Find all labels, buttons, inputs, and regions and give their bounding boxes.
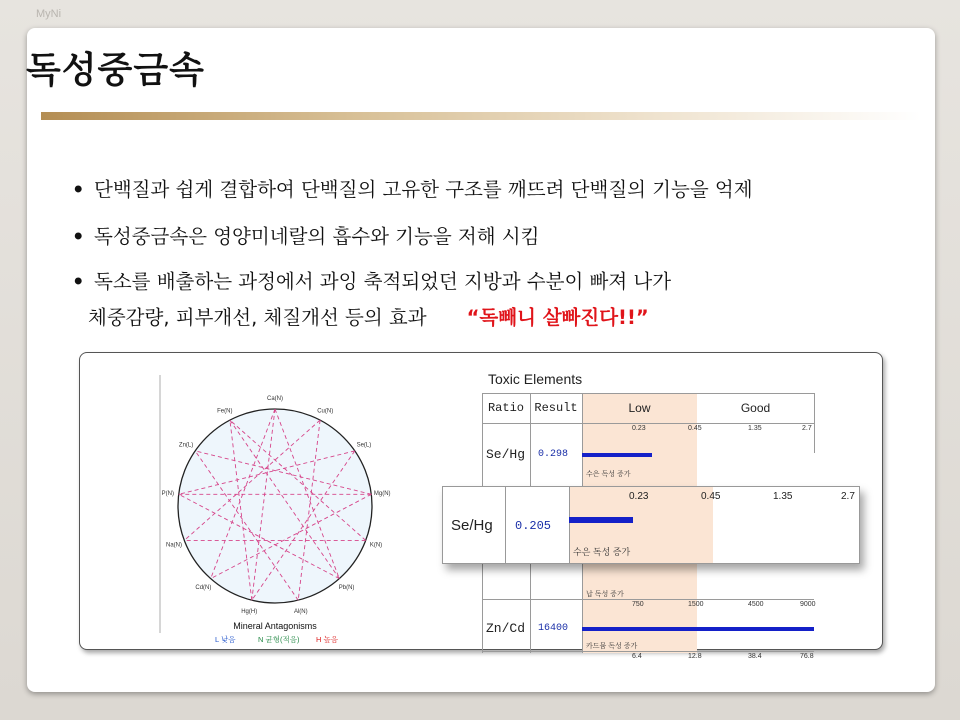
wheel-label: Mg(N) [373, 491, 391, 497]
tick-3-0: 6.4 [632, 653, 642, 660]
wheel-label: Hg(H) [241, 608, 258, 615]
row-se-hg-bar [582, 453, 652, 457]
zoom-tick-0: 0.23 [629, 491, 649, 502]
wheel-title: Mineral Antagonisms [233, 621, 317, 631]
wheel-label: Na(N) [166, 542, 182, 549]
tick-2-3: 9000 [800, 601, 816, 608]
bullet-item-3-continued: 체중감량, 피부개선, 체질개선 등의 효과 “독빼니 살빠진다!!” [88, 306, 649, 329]
zoom-ratio-bar [569, 517, 633, 523]
wheel-label: Cu(N) [317, 408, 334, 415]
zoom-tick-3: 2.7 [841, 491, 855, 502]
tick-2-0: 750 [632, 601, 644, 608]
slide-title: 독성중금속 [26, 50, 205, 91]
row-zn-cd-name: Zn/Cd [486, 621, 526, 636]
lead-note: 납 독성 증가 [586, 591, 624, 598]
row-se-hg-value: 0.298 [538, 449, 569, 460]
wheel-label: Cd(N) [195, 584, 212, 591]
mineral-wheel-svg [160, 371, 460, 651]
zoom-tick-1: 0.45 [701, 491, 721, 502]
tick-3-3: 76.8 [800, 653, 814, 660]
wheel-label: Se(L) [356, 442, 372, 449]
header-ratio: Ratio [487, 401, 524, 415]
legend-low: L 낮음 [215, 635, 236, 644]
bullet-item-2: • 독성중금속은 영양미네랄의 흡수와 기능을 저해 시킴 [72, 225, 540, 248]
row-zn-cd-value: 16400 [538, 623, 569, 634]
header-result: Result [534, 401, 578, 415]
wheel-label: Fe(N) [217, 408, 233, 415]
wheel-label: Ca(N) [267, 396, 283, 402]
header-low: Low [628, 401, 651, 415]
tick-3-2: 38.4 [748, 653, 762, 660]
row-zn-cd-bar [582, 627, 814, 631]
wheel-label: P(N) [161, 491, 174, 497]
zoomed-se-hg-callout [442, 486, 860, 564]
tick-2-1: 1500 [688, 601, 704, 608]
zoom-ratio-value: 0.205 [515, 519, 552, 533]
mineral-wheel [160, 371, 460, 651]
zoom-tick-2: 1.35 [773, 491, 793, 502]
tick-1-2: 1.35 [748, 425, 762, 432]
tick-2-2: 4500 [748, 601, 764, 608]
wheel-label: K(N) [369, 542, 383, 549]
tick-3-1: 12.8 [688, 653, 702, 660]
wheel-label: Al(N) [293, 608, 308, 615]
title-underline [41, 112, 921, 120]
row-se-hg-name: Se/Hg [486, 447, 526, 462]
legend-high: H 높음 [316, 635, 338, 644]
tick-1-1: 0.45 [688, 425, 702, 432]
tick-1-0: 0.23 [632, 425, 646, 432]
legend-normal: N 균형(적음) [258, 635, 300, 644]
bullet-item-3: • 독소를 배출하는 과정에서 과잉 축적되었던 지방과 수분이 빠져 나가 [72, 270, 672, 293]
wheel-label: Pb(N) [338, 584, 355, 591]
zoom-ratio-name: Se/Hg [451, 517, 493, 534]
row-zn-cd-note: 카드뮴 독성 증가 [586, 643, 638, 650]
toxic-title: Toxic Elements [488, 371, 583, 387]
slogan: “독빼니 살빠진다!!” [466, 306, 649, 329]
row-se-hg-note: 수은 독성 증가 [586, 471, 631, 478]
wheel-label: Zn(L) [178, 442, 194, 449]
zoom-note: 수은 독성 증가 [573, 547, 631, 557]
tick-1-3: 2.7 [802, 425, 812, 432]
brand-watermark: MyNi [36, 8, 62, 20]
header-good: Good [740, 401, 771, 415]
bullet-item-1: • 단백질과 쉽게 결합하여 단백질의 고유한 구조를 깨뜨려 단백질의 기능을 억제 [72, 178, 753, 201]
